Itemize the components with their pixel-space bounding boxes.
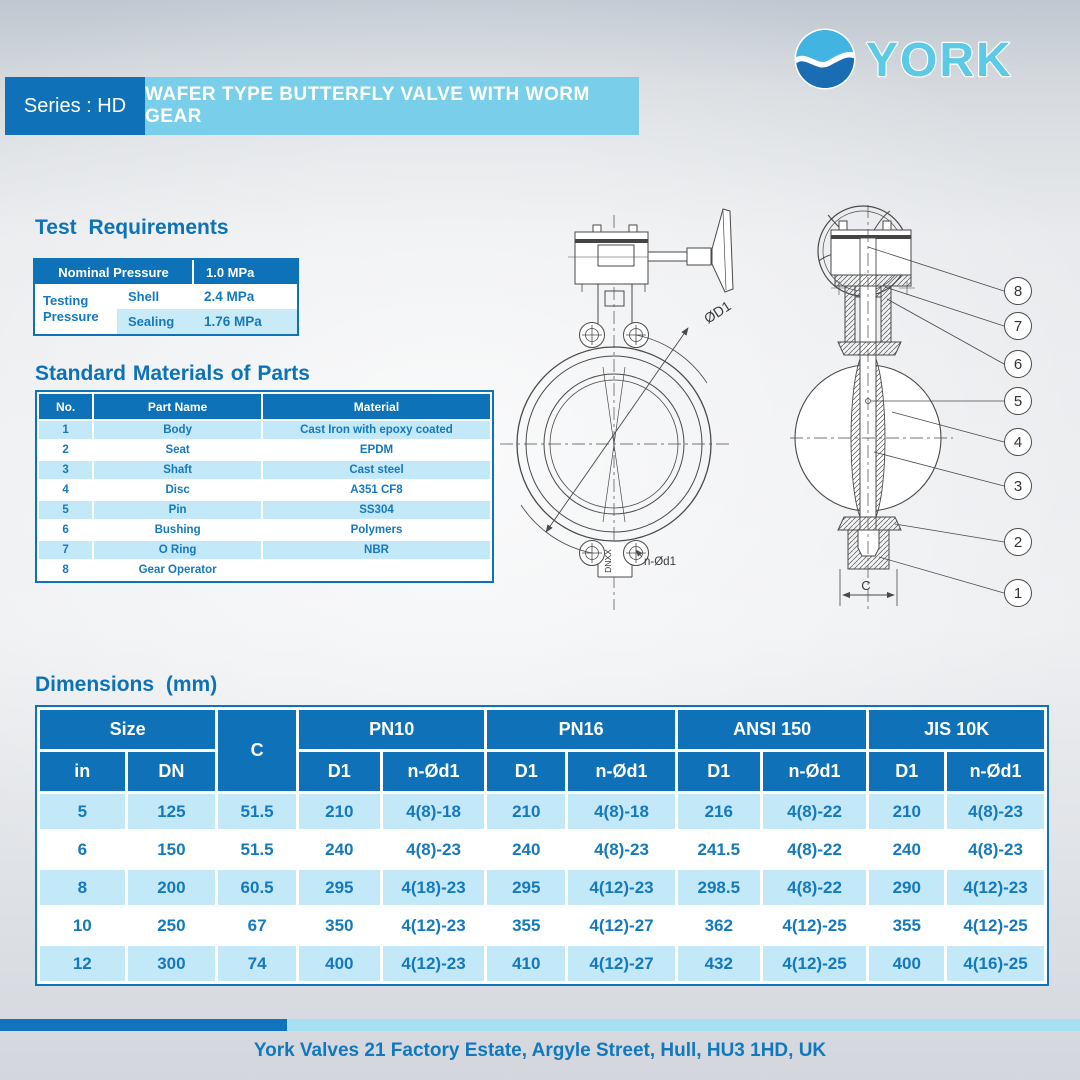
dim-cell: 6 — [39, 831, 127, 869]
table-row — [39, 793, 1046, 831]
cell-no: 5 — [38, 500, 93, 520]
dim-cell: 4(12)-27 — [567, 945, 677, 983]
sub-header-d1: D1 — [297, 751, 381, 793]
cell-no: 6 — [38, 520, 93, 540]
materials-header-row — [38, 393, 491, 420]
dim-cell: 210 — [486, 793, 567, 831]
callout-2: 2 — [1013, 534, 1023, 551]
dim-sub-header-row — [39, 751, 1046, 793]
cell-part: Shaft — [93, 460, 262, 480]
dim-cell: 4(8)-22 — [761, 869, 868, 907]
cell-part: Gear Operator — [93, 560, 262, 580]
cell-material: A351 CF8 — [262, 480, 491, 500]
logo-text: YORK — [866, 34, 1013, 87]
col-header-part: Part Name — [93, 393, 262, 420]
cell-material: Cast steel — [262, 460, 491, 480]
cell-material — [262, 560, 491, 580]
sub-header-nd1: n-Ød1 — [761, 751, 868, 793]
dim-cell: 150 — [126, 831, 217, 869]
table-row — [38, 460, 491, 480]
front-view-drawing — [492, 185, 792, 625]
cell-material: EPDM — [262, 440, 491, 460]
dim-cell: 4(12)-23 — [381, 907, 486, 945]
front-dn-label: DNXX — [603, 549, 613, 573]
dim-cell: 400 — [297, 945, 381, 983]
sealing-value: 1.76 MPa — [192, 309, 297, 334]
table-row — [38, 500, 491, 520]
shell-label: Shell — [128, 289, 160, 304]
table-row — [39, 945, 1046, 983]
sub-header-nd1: n-Ød1 — [946, 751, 1046, 793]
dim-cell: 295 — [297, 869, 381, 907]
dim-cell: 12 — [39, 945, 127, 983]
cell-no: 1 — [38, 420, 93, 440]
cell-part: Bushing — [93, 520, 262, 540]
dim-cell: 4(8)-23 — [946, 793, 1046, 831]
dim-cell: 125 — [126, 793, 217, 831]
sealing-label: Sealing — [117, 309, 192, 334]
dim-cell: 216 — [676, 793, 761, 831]
product-title-bar — [145, 77, 639, 135]
callout-8: 8 — [1013, 283, 1023, 300]
side-c-label: C — [861, 578, 871, 593]
dim-cell: 4(12)-23 — [567, 869, 677, 907]
dim-cell: 295 — [486, 869, 567, 907]
table-row — [38, 480, 491, 500]
logo-wave-icon — [792, 22, 858, 94]
footer-bar-dark — [0, 1019, 287, 1031]
materials-table — [35, 390, 494, 583]
dim-cell: 60.5 — [217, 869, 298, 907]
dim-cell: 74 — [217, 945, 298, 983]
front-d1-label: ØD1 — [700, 297, 734, 327]
group-header-size: Size — [39, 709, 217, 751]
group-header-c: C — [217, 709, 298, 793]
dim-cell: 210 — [868, 793, 946, 831]
table-row — [38, 420, 491, 440]
cell-material: NBR — [262, 540, 491, 560]
dim-cell: 240 — [868, 831, 946, 869]
dim-cell: 362 — [676, 907, 761, 945]
footer-address: York Valves 21 Factory Estate, Argyle Street, Hull, HU3 1HD, UK — [253, 1040, 827, 1061]
test-requirements-table — [33, 258, 299, 336]
dim-cell: 432 — [676, 945, 761, 983]
nominal-pressure-label: Nominal Pressure — [35, 260, 192, 284]
col-header-no: No. — [38, 393, 93, 420]
series-label: Series : HD — [23, 94, 127, 117]
dim-cell: 8 — [39, 869, 127, 907]
dim-cell: 4(8)-23 — [567, 831, 677, 869]
cell-no: 2 — [38, 440, 93, 460]
table-row — [38, 440, 491, 460]
callout-4: 4 — [1013, 434, 1023, 451]
dim-cell: 51.5 — [217, 793, 298, 831]
table-row — [39, 907, 1046, 945]
cell-material: Polymers — [262, 520, 491, 540]
cell-material: Cast Iron with epoxy coated — [262, 420, 491, 440]
dimensions-heading: Dimensions (mm) — [35, 673, 218, 696]
sub-header-nd1: n-Ød1 — [381, 751, 486, 793]
cell-part: Body — [93, 420, 262, 440]
sub-header-d1: D1 — [676, 751, 761, 793]
dim-cell: 300 — [126, 945, 217, 983]
dim-cell: 355 — [486, 907, 567, 945]
cell-no: 4 — [38, 480, 93, 500]
dim-cell: 4(8)-23 — [946, 831, 1046, 869]
cell-no: 3 — [38, 460, 93, 480]
sub-header-dn: DN — [126, 751, 217, 793]
york-logo — [792, 22, 1062, 94]
footer-bar-light — [287, 1019, 1080, 1031]
dim-cell: 4(12)-23 — [946, 869, 1046, 907]
cell-part: O Ring — [93, 540, 262, 560]
dim-cell: 400 — [868, 945, 946, 983]
testing-pressure-label: Testing Pressure — [43, 292, 99, 324]
dim-cell: 67 — [217, 907, 298, 945]
product-title: WAFER TYPE BUTTERFLY VALVE WITH WORM GEAR — [145, 84, 590, 127]
callout-6: 6 — [1013, 356, 1023, 373]
dim-cell: 250 — [126, 907, 217, 945]
cell-no: 7 — [38, 540, 93, 560]
dim-cell: 240 — [297, 831, 381, 869]
dim-cell: 5 — [39, 793, 127, 831]
dim-cell: 240 — [486, 831, 567, 869]
dim-cell: 350 — [297, 907, 381, 945]
series-badge — [5, 77, 145, 135]
table-row — [39, 831, 1046, 869]
sub-header-in: in — [39, 751, 127, 793]
col-header-material: Material — [262, 393, 491, 420]
dimensions-table — [35, 705, 1049, 986]
dim-cell: 4(8)-22 — [761, 831, 868, 869]
nominal-pressure-value: 1.0 MPa — [192, 260, 297, 284]
table-row — [38, 540, 491, 560]
dim-cell: 4(12)-25 — [761, 945, 868, 983]
dim-cell: 4(8)-18 — [567, 793, 677, 831]
cell-part: Disc — [93, 480, 262, 500]
dim-cell: 290 — [868, 869, 946, 907]
dim-cell: 4(12)-25 — [761, 907, 868, 945]
dim-cell: 4(8)-23 — [381, 831, 486, 869]
group-header-pn16: PN16 — [486, 709, 676, 751]
callout-5: 5 — [1013, 393, 1023, 410]
dim-cell: 4(12)-27 — [567, 907, 677, 945]
front-nd1-label: n-Ød1 — [644, 556, 676, 568]
dim-cell: 4(18)-23 — [381, 869, 486, 907]
sub-header-nd1: n-Ød1 — [567, 751, 677, 793]
dim-cell: 4(12)-25 — [946, 907, 1046, 945]
test-requirements-heading: Test Requirements — [35, 216, 229, 239]
dim-cell: 241.5 — [676, 831, 761, 869]
dim-group-header-row — [39, 709, 1046, 751]
cell-material: SS304 — [262, 500, 491, 520]
materials-heading: Standard Materials of Parts — [35, 362, 310, 385]
sub-header-d1: D1 — [868, 751, 946, 793]
dim-cell: 4(8)-18 — [381, 793, 486, 831]
group-header-jis10k: JIS 10K — [868, 709, 1046, 751]
dim-cell: 298.5 — [676, 869, 761, 907]
dim-cell: 4(8)-22 — [761, 793, 868, 831]
callout-7: 7 — [1013, 318, 1023, 335]
dim-cell: 355 — [868, 907, 946, 945]
cell-no: 8 — [38, 560, 93, 580]
dim-cell: 4(12)-23 — [381, 945, 486, 983]
group-header-ansi150: ANSI 150 — [676, 709, 868, 751]
shell-value: 2.4 MPa — [204, 289, 255, 304]
side-view-drawing — [778, 185, 1078, 620]
table-row — [38, 560, 491, 580]
cell-part: Pin — [93, 500, 262, 520]
dim-cell: 410 — [486, 945, 567, 983]
table-row — [39, 869, 1046, 907]
callout-3: 3 — [1013, 478, 1023, 495]
sub-header-d1: D1 — [486, 751, 567, 793]
dim-cell: 10 — [39, 907, 127, 945]
dim-cell: 200 — [126, 869, 217, 907]
dim-cell: 210 — [297, 793, 381, 831]
cell-part: Seat — [93, 440, 262, 460]
table-row — [38, 520, 491, 540]
callout-1: 1 — [1013, 585, 1023, 602]
dim-cell: 51.5 — [217, 831, 298, 869]
dim-cell: 4(16)-25 — [946, 945, 1046, 983]
group-header-pn10: PN10 — [297, 709, 485, 751]
